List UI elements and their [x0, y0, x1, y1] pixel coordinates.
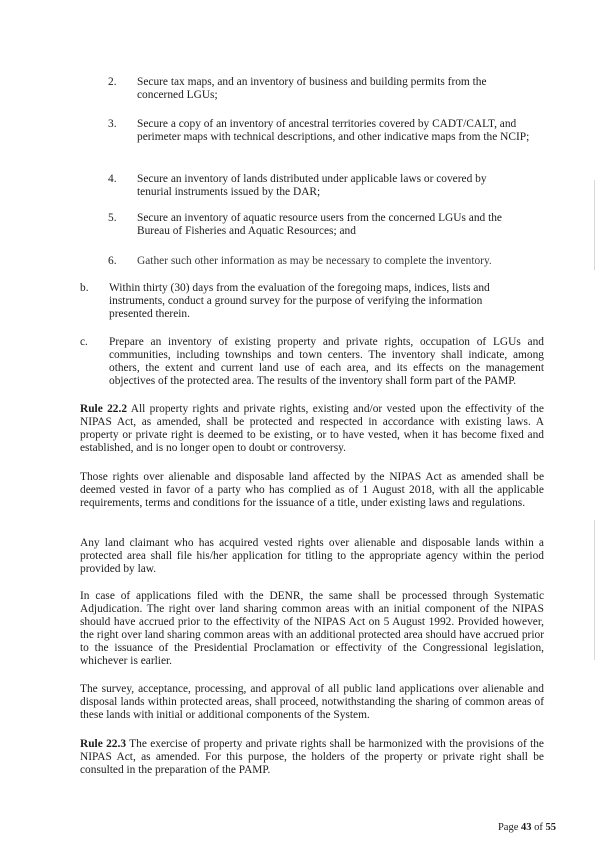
- body-paragraph: Any land claimant who has acquired vested rights over alienable and disposable lands within a protected area shall file his/her application for titling to the appropriate agency within the period provided by law.: [80, 537, 544, 575]
- subitem-text: Gather such other information as may be necessary to complete the inventory.: [137, 255, 492, 267]
- rule-22-3-paragraph: [80, 738, 544, 777]
- subitem-number: 3.: [108, 118, 117, 130]
- page-number-separator: of: [531, 822, 546, 833]
- scan-edge-mark: [594, 520, 595, 660]
- item-text: Within thirty (30) days from the evaluation of the foregoing maps, indices, lists and instruments, conduct a ground survey for the purpose of verifying the information presented therein.: [109, 282, 490, 320]
- page-number-total: 55: [545, 822, 556, 833]
- item-text: Prepare an inventory of existing property and private rights, occupation of LGUs and communities, including townships and town centers. The inventory shall indicate, among others, the extent and current land use of each area, and its effects on the management objectives of the protected area. The results of the inventory shall form part of the PAMP.: [109, 336, 544, 387]
- subitem-number: 6.: [108, 255, 117, 267]
- subitem-text: Secure an inventory of aquatic resource users from the concerned LGUs and the Bureau of Fisheries and Aquatic Resources; and: [137, 212, 502, 237]
- page-number-current: 43: [521, 822, 532, 833]
- item-letter: c.: [80, 336, 88, 348]
- scan-edge-mark: [594, 180, 595, 270]
- body-paragraph: The survey, acceptance, processing, and approval of all public land applications over alienable and disposal lands within protected areas, shall proceed, notwithstanding the sharing of common areas of these lands with initial or additional components of the System.: [80, 683, 544, 721]
- page-number: [498, 822, 556, 834]
- subitem-text: Secure a copy of an inventory of ancestral territories covered by CADT/CALT, and perimeter maps with technical descriptions, and other indicative maps from the NCIP;: [137, 118, 530, 143]
- subitem-number: 4.: [108, 173, 117, 185]
- subitem-number: 2.: [108, 76, 117, 88]
- rule-label: Rule 22.3: [80, 738, 127, 750]
- page-number-prefix: Page: [497, 822, 521, 833]
- rule-text: All property rights and private rights, existing and/or vested upon the effectivity of the NIPAS Act, as amended, shall be protected and respected in accordance with existing laws. A property or private right is deemed to be existing, or to have vested, when it has become fixed and established, and is no longer open to doubt or controversy.: [80, 403, 544, 454]
- rule-22-2-paragraph: [80, 403, 544, 455]
- subitem-text: Secure an inventory of lands distributed under applicable laws or covered by tenurial instruments issued by the DAR;: [137, 173, 487, 198]
- rule-text: The exercise of property and private rights shall be harmonized with the provisions of the NIPAS Act, as amended. For this purpose, the holders of the property or private right shall be consulted in the preparation of the PAMP.: [80, 738, 544, 776]
- subitem-number: 5.: [108, 212, 117, 224]
- body-paragraph: In case of applications filed with the DENR, the same shall be processed through Systematic Adjudication. The right over land sharing common areas with an initial component of the NIPAS should have accrued prior to the effectivity of the NIPAS Act on 5 August 1992. Provided however, the right over land sharing common areas with an additional protected area should have accrued prior to the issuance of the Presidential Proclamation or effectivity of the Congressional legislation, whichever is earlier.: [80, 590, 544, 667]
- body-paragraph: Those rights over alienable and disposable land affected by the NIPAS Act as amended shall be deemed vested in favor of a party who has complied as of 1 August 2018, with all the applicable requirements, terms and conditions for the issuance of a title, under existing laws and regulations.: [80, 471, 544, 509]
- rule-label: Rule 22.2: [80, 403, 128, 415]
- item-letter: b.: [80, 282, 89, 294]
- subitem-text: Secure tax maps, and an inventory of business and building permits from the concerned LGUs;: [137, 76, 487, 101]
